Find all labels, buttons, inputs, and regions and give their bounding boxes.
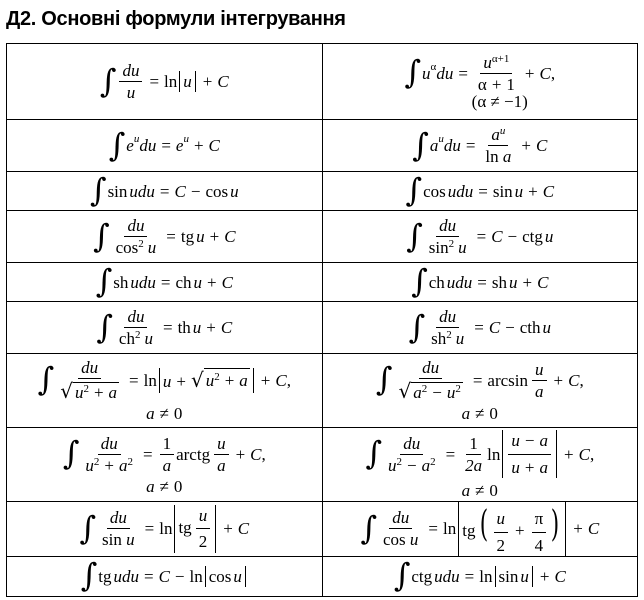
table-row: [7, 556, 638, 596]
formula-sh: ∫ sh u du = ch u + C: [7, 263, 323, 302]
table-row: [7, 44, 638, 120]
formula-cos: ∫ cos u du = sin u + C: [322, 172, 638, 211]
formula-long-log: ∫ du √ $u^2 + a$ = ln u + √ $u^2 + a$ + C , a ≠ 0: [7, 354, 323, 428]
formula-exp-base-a: ∫ a $^u$ du = $\frac{a^u}{\text{ln a}}$ + C: [322, 120, 638, 172]
table-row: [7, 263, 638, 302]
formula-du-cos: ∫ $\frac{du}{\text{cos u}}$ = ln tg ( $\frac{u}{2}$ + $\frac{\pi}{4}$ ) + C: [322, 502, 638, 557]
formula-log-diff: ∫ $\frac{du}{u^2 - a^2}$ = $\frac{1}{2a}$ ln $\frac{u - a}{u + a}$ + C , a ≠ 0: [322, 428, 638, 502]
formula-du-sin: ∫ $\frac{du}{\text{sin u}}$ = ln tg $\frac{u}{2}$ + C: [7, 502, 323, 557]
formula-power: ∫ u $^\alpha$ du = $\frac{u^{\alpha+1}}{\alpha + 1}$ + C , (α ≠ −1): [322, 44, 638, 120]
formula-du-cos2: ∫ $\frac{du}{\cos^2 u}$ = tg u + C: [7, 211, 323, 263]
formula-sin: ∫ sin u du = C − cos u: [7, 172, 323, 211]
formula-du-over-u: ∫ $\frac{du}{u}$ = ln u + C: [7, 44, 323, 120]
formula-arctg: ∫ $\frac{du}{u^2 + a^2}$ = $\frac{1}{a}$ arctg $\frac{u}{a}$ + C , a ≠ 0: [7, 428, 323, 502]
table-row: [7, 354, 638, 428]
table-row: [7, 172, 638, 211]
formula-arcsin: ∫ du √ $a^2 - u^2$ = arcsin $\frac{u}{a}$ + C , a ≠ 0: [322, 354, 638, 428]
table-row: [7, 120, 638, 172]
formula-du-sin2: ∫ $\frac{du}{\sin^2 u}$ = C − ctg u: [322, 211, 638, 263]
formula-table: [6, 43, 638, 597]
formula-ctg: ∫ ctg u du = ln sin u + C: [322, 556, 638, 596]
table-row: [7, 211, 638, 263]
formula-tg: ∫ tg u du = C − ln cos u: [7, 556, 323, 596]
table-row: [7, 302, 638, 354]
formula-exp: ∫ e $^u$ du = e $^u$ + C: [7, 120, 323, 172]
formula-du-sh2: ∫ $\frac{du}{sh^2 u}$ = C − cth u: [322, 302, 638, 354]
formula-du-ch2: ∫ $\frac{du}{ch^2 u}$ = th u + C: [7, 302, 323, 354]
page-title: Д2. Основні формули інтегрування: [6, 8, 346, 30]
table-row: [7, 502, 638, 557]
table-row: [7, 428, 638, 502]
formula-ch: ∫ ch u du = sh u + C: [322, 263, 638, 302]
